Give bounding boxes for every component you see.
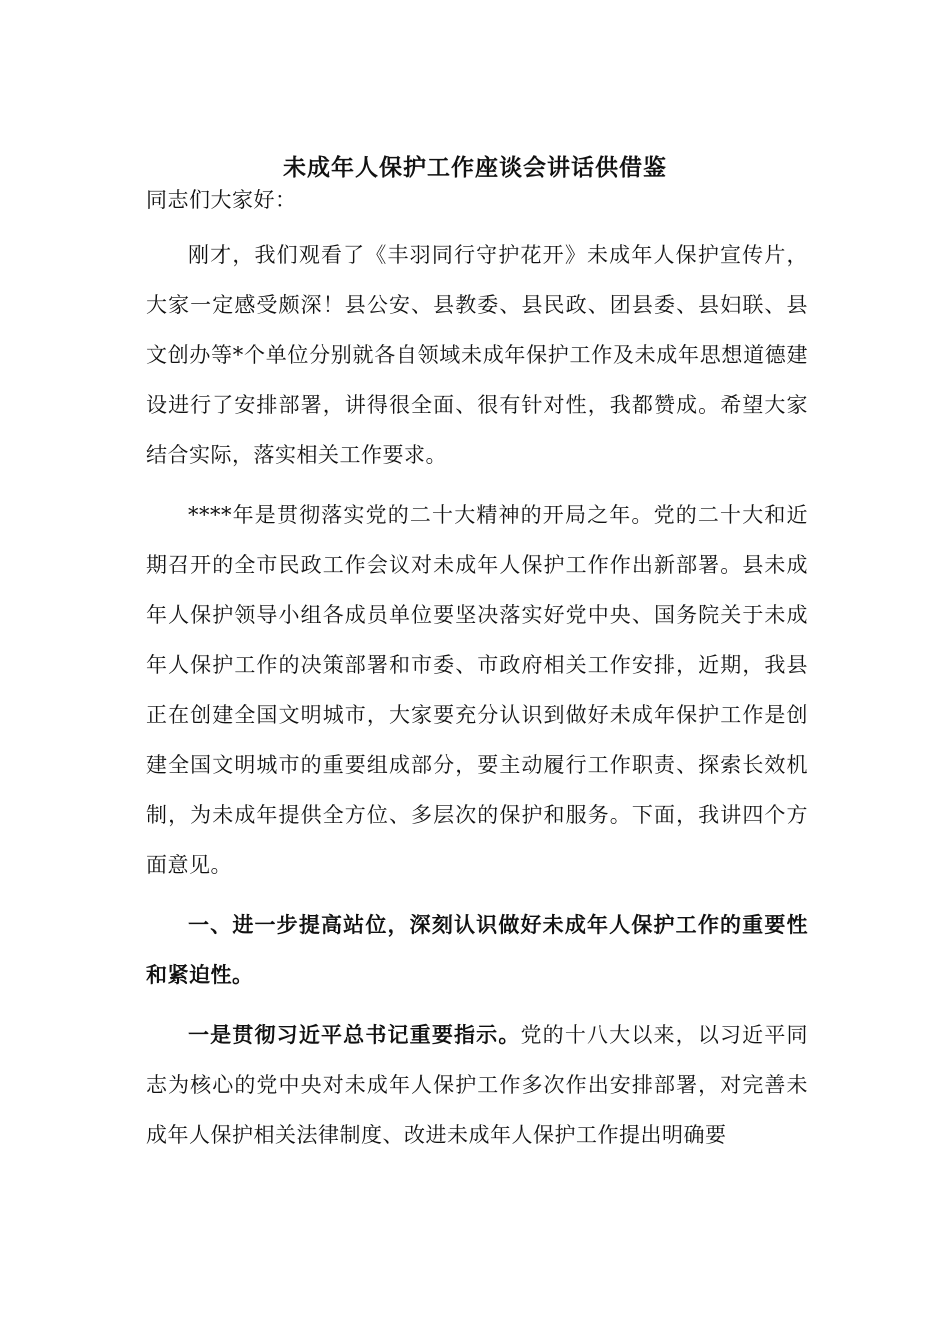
- document-body: [146, 180, 808, 1160]
- salutation: 同志们大家好：: [146, 188, 297, 212]
- document-title: 未成年人保护工作座谈会讲话供借鉴: [283, 154, 667, 181]
- section-heading-1: 一、进一步提高站位，深刻认识做好未成年人保护工作的重要性和紧迫性。: [146, 912, 808, 987]
- paragraph-3-rest: 党的十八大以来，以习近平同志为核心的党中央对未成年人保护工作多次作出安排部署，对完善未成年人保护相关法律制度、改进未成年人保护工作提出明确要: [146, 1023, 808, 1147]
- paragraph-3: [146, 1010, 808, 1160]
- paragraph-2: ****年是贯彻落实党的二十大精神的开局之年。党的二十大和近期召开的全市民政工作会议对未成年人保护工作作出新部署。县未成年人保护领导小组各成员单位要坚决落实好党中央、国务院关于未成年人保护工作的决策部署和市委、市政府相关工作安排，近期，我县正在创建全国文明城市，大家要充分认识到做好未成年保护工作是创建全国文明城市的重要组成部分，要主动履行工作职责、探索长效机制，为未成年提供全方位、多层次的保护和服务。下面，我讲四个方面意见。: [146, 503, 808, 877]
- paragraph-3-lead: 一是贯彻习近平总书记重要指示。: [188, 1022, 521, 1047]
- paragraph-1: 刚才，我们观看了《丰羽同行守护花开》未成年人保护宣传片，大家一定感受颇深！县公安、县教委、县民政、团县委、县妇联、县文创办等*个单位分别就各自领域未成年保护工作及未成年思想道德建设进行了安排部署，讲得很全面、很有针对性，我都赞成。希望大家结合实际，落实相关工作要求。: [146, 243, 808, 467]
